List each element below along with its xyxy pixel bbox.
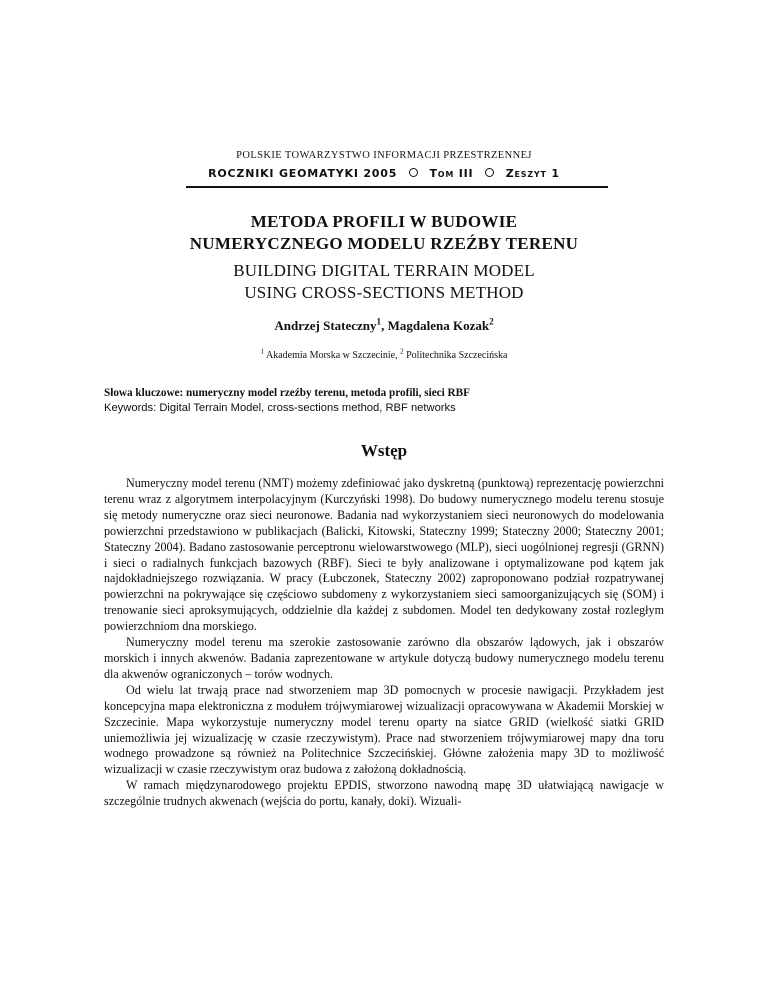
affiliations	[0, 347, 768, 361]
header-rule	[186, 186, 608, 188]
english-title	[0, 260, 768, 304]
journal-issue: Zeszyt 1	[505, 167, 560, 180]
journal-header	[0, 167, 768, 180]
circle-separator-icon	[485, 168, 494, 177]
english-title-line-1: BUILDING DIGITAL TERRAIN MODEL	[233, 261, 535, 280]
polish-title-line-1: METODA PROFILI W BUDOWIE	[250, 212, 518, 231]
paragraph: W ramach międzynarodowego projektu EPDIS, stworzono nawodną mapę 3D ułatwiającą nawigacje w szczególnie trudnych akwenach (wejścia do portu, kanały, doki). Wizuali-	[104, 778, 664, 809]
affiliation-text: Akademia Morska w Szczecinie,	[265, 350, 398, 361]
author-name: Andrzej Stateczny	[274, 318, 377, 333]
author-name: Magdalena Kozak	[387, 318, 490, 333]
circle-separator-icon	[409, 168, 418, 177]
affiliation-text: Politechnika Szczecińska	[406, 350, 508, 361]
paragraph: Numeryczny model terenu (NMT) możemy zdefiniować jako dyskretną (punktową) reprezentację powierzchni terenu wraz z algorytmem interpolacyjnym (Kurczyński 1998). Do budowy numerycznego modelu terenu stosuje się metody numeryczne oraz sieci neuronowe. Badania nad wykorzystaniem sieci neuronowych do modelowania powierzchni przedstawiono w publikacjach (Balicki, Kitowski, Stateczny 1999; Stateczny 2000; Stateczny 2001; Stateczny 2004). Badano zastosowanie perceptronu wielowarstwowego (MLP), sieci uogólnionej regresji (GRNN) i sieci o radialnych funkcjach bazowych (RBF). Sieci te były analizowane i optymalizowane pod kątem jak najdokładniejszego rozwiązania. W pracy (Łubczonek, Stateczny 2002) zaproponowano podział rozpatrywanej powierzchni na pokrywające się częściowo subdomeny z wykorzystaniem sieci samoorganizujących się (SOM) i trenowanie sieci aproksymujących, oddzielnie dla każdej z subdomen. Model ten dedykowany został rozległym powierzchniom dna morskiego.	[104, 476, 664, 634]
keywords-polish: Słowa kluczowe: numeryczny model rzeźby terenu, metoda profili, sieci RBF	[104, 387, 470, 399]
keywords-english: Keywords: Digital Terrain Model, cross-sections method, RBF networks	[104, 402, 456, 414]
author-mark: 1	[376, 316, 382, 327]
polish-title-line-2: NUMERYCZNEGO MODELU RZEŹBY TERENU	[189, 234, 579, 253]
authors: Andrzej Stateczny$^1$, Magdalena Kozak$^2$	[274, 316, 494, 333]
journal-volume: Tom III	[429, 167, 474, 180]
section-heading: Wstęp	[360, 441, 408, 460]
polish-title	[0, 211, 768, 255]
paragraph: Numeryczny model terenu ma szerokie zastosowanie zarówno dla obszarów lądowych, jak i obszarów morskich i innych akwenów. Badania zaprezentowane w artykule dotyczą budowy numerycznego modelu terenu dla akwenów ograniczonych – torów wodnych.	[104, 635, 664, 681]
author-mark: 2	[489, 316, 494, 327]
paragraph: Od wielu lat trwają prace nad stworzeniem map 3D pomocnych w procesie nawigacji. Przykładem jest koncepcyjna mapa elektroniczna z modułem trójwymiarowej wizualizacji opracowywana w Akademii Morskiej w Szczecinie. Mapa wykorzystuje numeryczny model terenu oparty na siatce GRID (wielkość siatki GRID uniemożliwia jej wizualizację w czasie rzeczywistym). Prace nad stworzeniem trójwymiarowej mapy dna toru wodnego prowadzone są również na Politechnice Szczecińskiej. Główne założenia mapy 3D to możliwość wizualizacji w czasie rzeczywistym oraz budowa z założoną dokładnością.	[104, 682, 664, 777]
english-title-line-2: USING CROSS-SECTIONS METHOD	[244, 283, 524, 302]
affiliation-mark: 1	[260, 347, 265, 356]
journal-name: ROCZNIKI GEOMATYKI 2005	[208, 167, 398, 180]
body-text	[104, 476, 664, 810]
affiliation-mark: 2	[400, 347, 404, 356]
society-name: POLSKIE TOWARZYSTWO INFORMACJI PRZESTRZENNEJ	[236, 150, 532, 161]
